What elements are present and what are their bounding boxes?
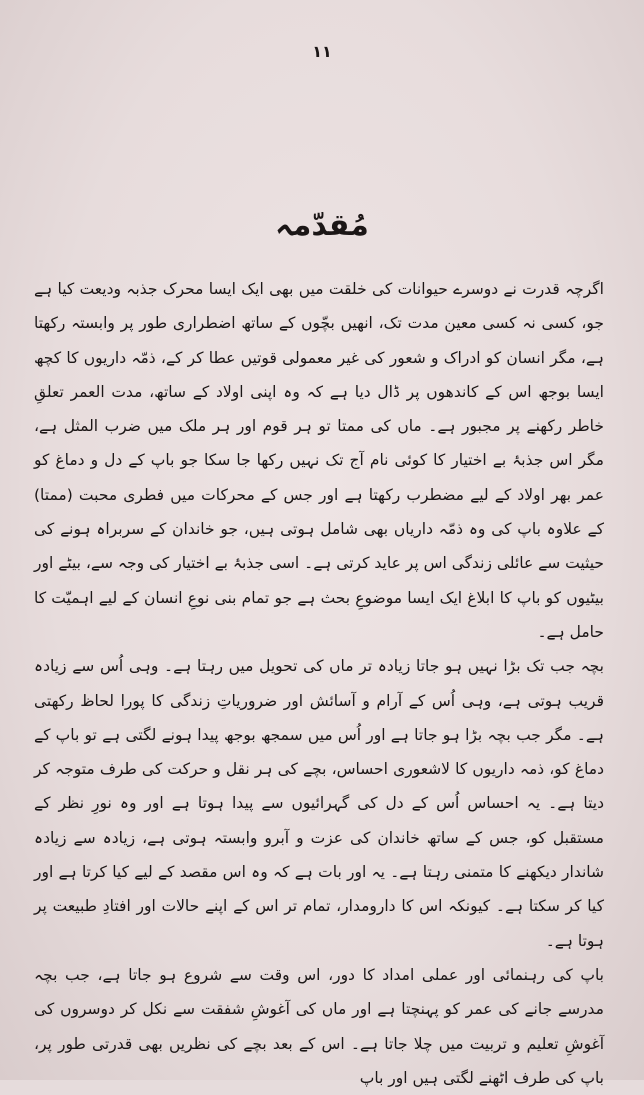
chapter-title: مُقدّمہ — [275, 208, 369, 243]
paragraph: باپ کی رہنمائی اور عملی امداد کا دور، اس وقت سے شروع ہو جاتا ہے، جب بچہ مدرسے جانے کی عمر کو پہنچتا ہے اور ماں کی آغوشِ شفقت سے نکل کر دوسروں کی آغوشِ تعلیم و تربیت میں چلا جاتا ہے۔ اس کے بعد بچے کی نظریں بھی قدرتی طور پر، باپ کی طرف اٹھنے لگتی ہیں اور باپ — [34, 965, 604, 1087]
paragraph: بچہ جب تک بڑا نہیں ہو جاتا زیادہ تر ماں کی تحویل میں رہتا ہے۔ وہی اُس سے زیادہ قریب ہوتی ہے، وہی اُس کے آرام و آسائش اور ضروریاتِ زندگی کا پورا لحاظ رکھتی ہے۔ مگر جب بچہ بڑا ہو جاتا ہے اور اُس میں سمجھ بوجھ پیدا ہونے لگتی ہے تو باپ کے دماغ کو، ذمہ داریوں کا لاشعوری احساس، بچے کی ہر نقل و حرکت کی طرف متوجہ کر دیتا ہے۔ یہ احساس اُس کے دل کی گہرائیوں سے پیدا ہوتا ہے اور وہ نورِ نظر کے مستقبل کو، جس کے ساتھ خاندان کی عزت و آبرو وابستہ ہوتی ہے، زیادہ سے زیادہ شاندار دیکھنے کا متمنی رہتا ہے۔ یہ اور بات ہے کہ وہ اس مقصد کے لیے کیا کرتا ہے اور کیا کر سکتا ہے۔ کیونکہ اس کا دارومدار، تمام تر اس کے اپنے حالات اور افتادِ طبیعت پر ہوتا ہے۔ — [34, 657, 604, 950]
body-text — [34, 272, 604, 1095]
paragraph: اگرچہ قدرت نے دوسرے حیوانات کی خلقت میں بھی ایک ایسا محرک جذبہ ودیعت کیا ہے جو، کسی نہ کسی معین مدت تک، انھیں بچّوں کے ساتھ اضطراری طور پر وابستہ رکھتا ہے، مگر انسان کو ادراک و شعور کی غیر معمولی قوتیں عطا کر کے، ذمّہ داریوں کا کچھ ایسا بوجھ اس کے کاندھوں پر ڈال دیا ہے کہ وہ اپنی اولاد کے ساتھ، مدت العمر تعلقِ خاطر رکھنے پر مجبور ہے۔ ماں کی ممتا تو ہر قوم اور ہر ملک میں ضرب المثل ہے، مگر اس جذبۂ بے اختیار کا کوئی نام آج تک نہیں رکھا جا سکا جو باپ کے دل و دماغ کو عمر بھر اولاد کے لیے مضطرب رکھتا ہے اور جس کے محرکات میں فطری محبت (ممتا) کے علاوہ باپ کی وہ ذمّہ داریاں بھی شامل ہوتی ہیں، جو خاندان کے سربراہ ہونے کی حیثیت سے عائلی زندگی اس پر عاید کرتی ہے۔ اسی جذبۂ بے اختیار کی وجہ سے، بیٹے اور بیٹیوں کو باپ کا ابلاغ ایک ایسا موضوعِ بحث ہے جو تمام بنی نوعِ انسان کے لیے اہمیّت کا حامل ہے۔ — [34, 280, 604, 641]
page-number: ١١ — [312, 42, 332, 61]
